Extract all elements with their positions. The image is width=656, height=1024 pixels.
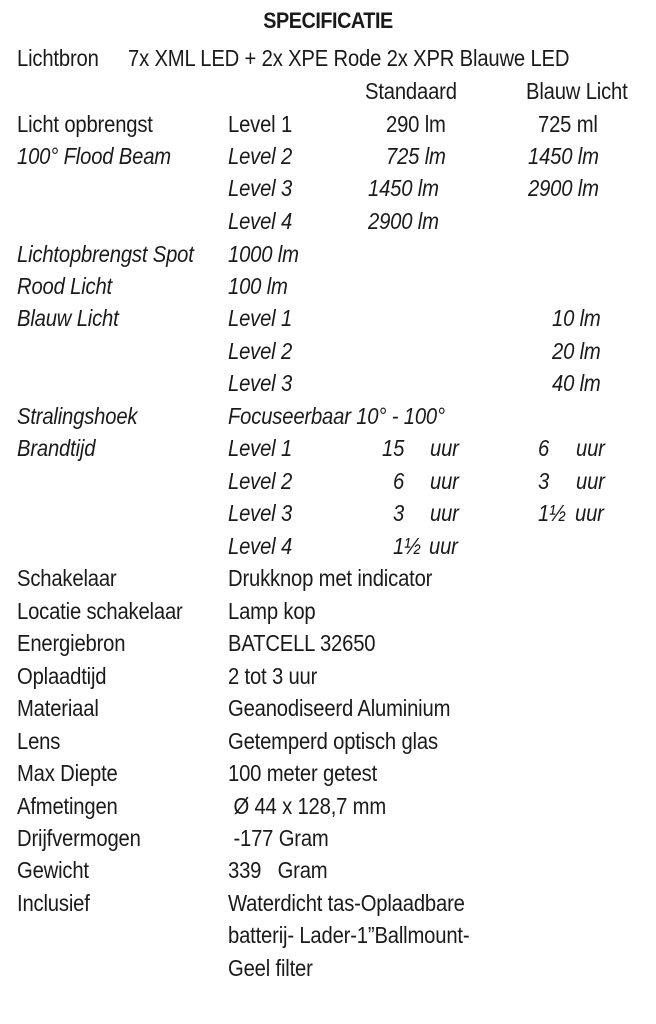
burn-time-standard-number: 1½ bbox=[393, 533, 421, 559]
spot-value: 1000 lm bbox=[228, 241, 299, 267]
light-output-label: Licht opbrengst bbox=[17, 111, 153, 137]
blue-light-value: 20 lm bbox=[552, 338, 601, 364]
blue-light-level: Level 3 bbox=[228, 370, 293, 396]
spec-value: 2 tot 3 uur bbox=[228, 663, 318, 689]
red-light-label: Rood Licht bbox=[17, 273, 113, 299]
burn-time-standard-number: 15 bbox=[382, 435, 405, 461]
burn-time-standard-unit: uur bbox=[429, 533, 458, 559]
blue-light-level: Level 2 bbox=[228, 338, 293, 364]
spec-value: 339 Gram bbox=[228, 857, 328, 883]
spec-value: BATCELL 32650 bbox=[228, 630, 376, 656]
inclusief-line: batterij- Lader-1”Ballmount- bbox=[228, 922, 470, 948]
spec-value: Drukknop met indicator bbox=[228, 565, 433, 591]
spec-label: Afmetingen bbox=[17, 793, 118, 819]
light-output-standard: 1450 lm bbox=[368, 175, 439, 201]
burn-time-level: Level 2 bbox=[228, 468, 293, 494]
burn-time-standard-unit: uur bbox=[430, 468, 459, 494]
light-output-blue: 1450 lm bbox=[528, 143, 599, 169]
spec-value: Geanodiseerd Aluminium bbox=[228, 695, 451, 721]
light-output-standard: 290 lm bbox=[386, 111, 446, 137]
spec-value: Ø 44 x 128,7 mm bbox=[228, 793, 387, 819]
light-output-standard: 725 lm bbox=[386, 143, 446, 169]
spot-label: Lichtopbrengst Spot bbox=[17, 241, 194, 267]
spec-label: Oplaadtijd bbox=[17, 663, 107, 689]
spec-label: Max Diepte bbox=[17, 760, 118, 786]
spec-label: Drijfvermogen bbox=[17, 825, 141, 851]
blue-light-level: Level 1 bbox=[228, 305, 293, 331]
lichtbron-label: Lichtbron bbox=[17, 45, 99, 71]
burn-time-standard-unit: uur bbox=[430, 435, 459, 461]
spec-label: Locatie schakelaar bbox=[17, 598, 183, 624]
light-output-sublabel: 100° Flood Beam bbox=[17, 143, 171, 169]
spec-label: Lens bbox=[17, 728, 61, 754]
column-header-blue: Blauw Licht bbox=[526, 78, 628, 104]
burn-time-blue-unit: uur bbox=[576, 468, 605, 494]
spec-value: Lamp kop bbox=[228, 598, 316, 624]
burn-time-standard-unit: uur bbox=[430, 500, 459, 526]
beam-angle-value: Focuseerbaar 10° - 100° bbox=[228, 403, 445, 429]
burn-time-standard-number: 3 bbox=[393, 500, 405, 526]
burn-time-blue-unit: uur bbox=[575, 500, 604, 526]
page-title: SPECIFICATIE bbox=[263, 8, 393, 33]
blue-light-value: 10 lm bbox=[552, 305, 601, 331]
light-output-level: Level 2 bbox=[228, 143, 293, 169]
burn-time-blue-number: 6 bbox=[538, 435, 550, 461]
light-output-standard: 2900 lm bbox=[368, 208, 439, 234]
inclusief-line: Geel filter bbox=[228, 955, 313, 981]
beam-angle-label: Stralingshoek bbox=[17, 403, 138, 429]
red-light-value: 100 lm bbox=[228, 273, 288, 299]
inclusief-label: Inclusief bbox=[17, 890, 90, 916]
light-output-level: Level 3 bbox=[228, 175, 293, 201]
inclusief-line: Waterdicht tas-Oplaadbare bbox=[228, 890, 465, 916]
spec-value: -177 Gram bbox=[228, 825, 329, 851]
light-output-level: Level 1 bbox=[228, 111, 293, 137]
burn-time-blue-number: 3 bbox=[538, 468, 550, 494]
burn-time-level: Level 3 bbox=[228, 500, 293, 526]
spec-value: Getemperd optisch glas bbox=[228, 728, 438, 754]
lichtbron-value: 7x XML LED + 2x XPE Rode 2x XPR Blauwe LED bbox=[128, 45, 570, 71]
spec-label: Gewicht bbox=[17, 857, 89, 883]
column-header-standard: Standaard bbox=[365, 78, 457, 104]
burn-time-level: Level 1 bbox=[228, 435, 293, 461]
light-output-level: Level 4 bbox=[228, 208, 293, 234]
light-output-blue: 2900 lm bbox=[528, 175, 599, 201]
burn-time-label: Brandtijd bbox=[17, 435, 96, 461]
burn-time-standard-number: 6 bbox=[393, 468, 405, 494]
burn-time-blue-unit: uur bbox=[576, 435, 605, 461]
spec-label: Materiaal bbox=[17, 695, 99, 721]
spec-value: 100 meter getest bbox=[228, 760, 378, 786]
burn-time-level: Level 4 bbox=[228, 533, 293, 559]
spec-label: Energiebron bbox=[17, 630, 126, 656]
blue-light-value: 40 lm bbox=[552, 370, 601, 396]
spec-label: Schakelaar bbox=[17, 565, 117, 591]
blue-light-label: Blauw Licht bbox=[17, 305, 119, 331]
burn-time-blue-number: 1½ bbox=[538, 500, 566, 526]
light-output-blue: 725 ml bbox=[538, 111, 598, 137]
